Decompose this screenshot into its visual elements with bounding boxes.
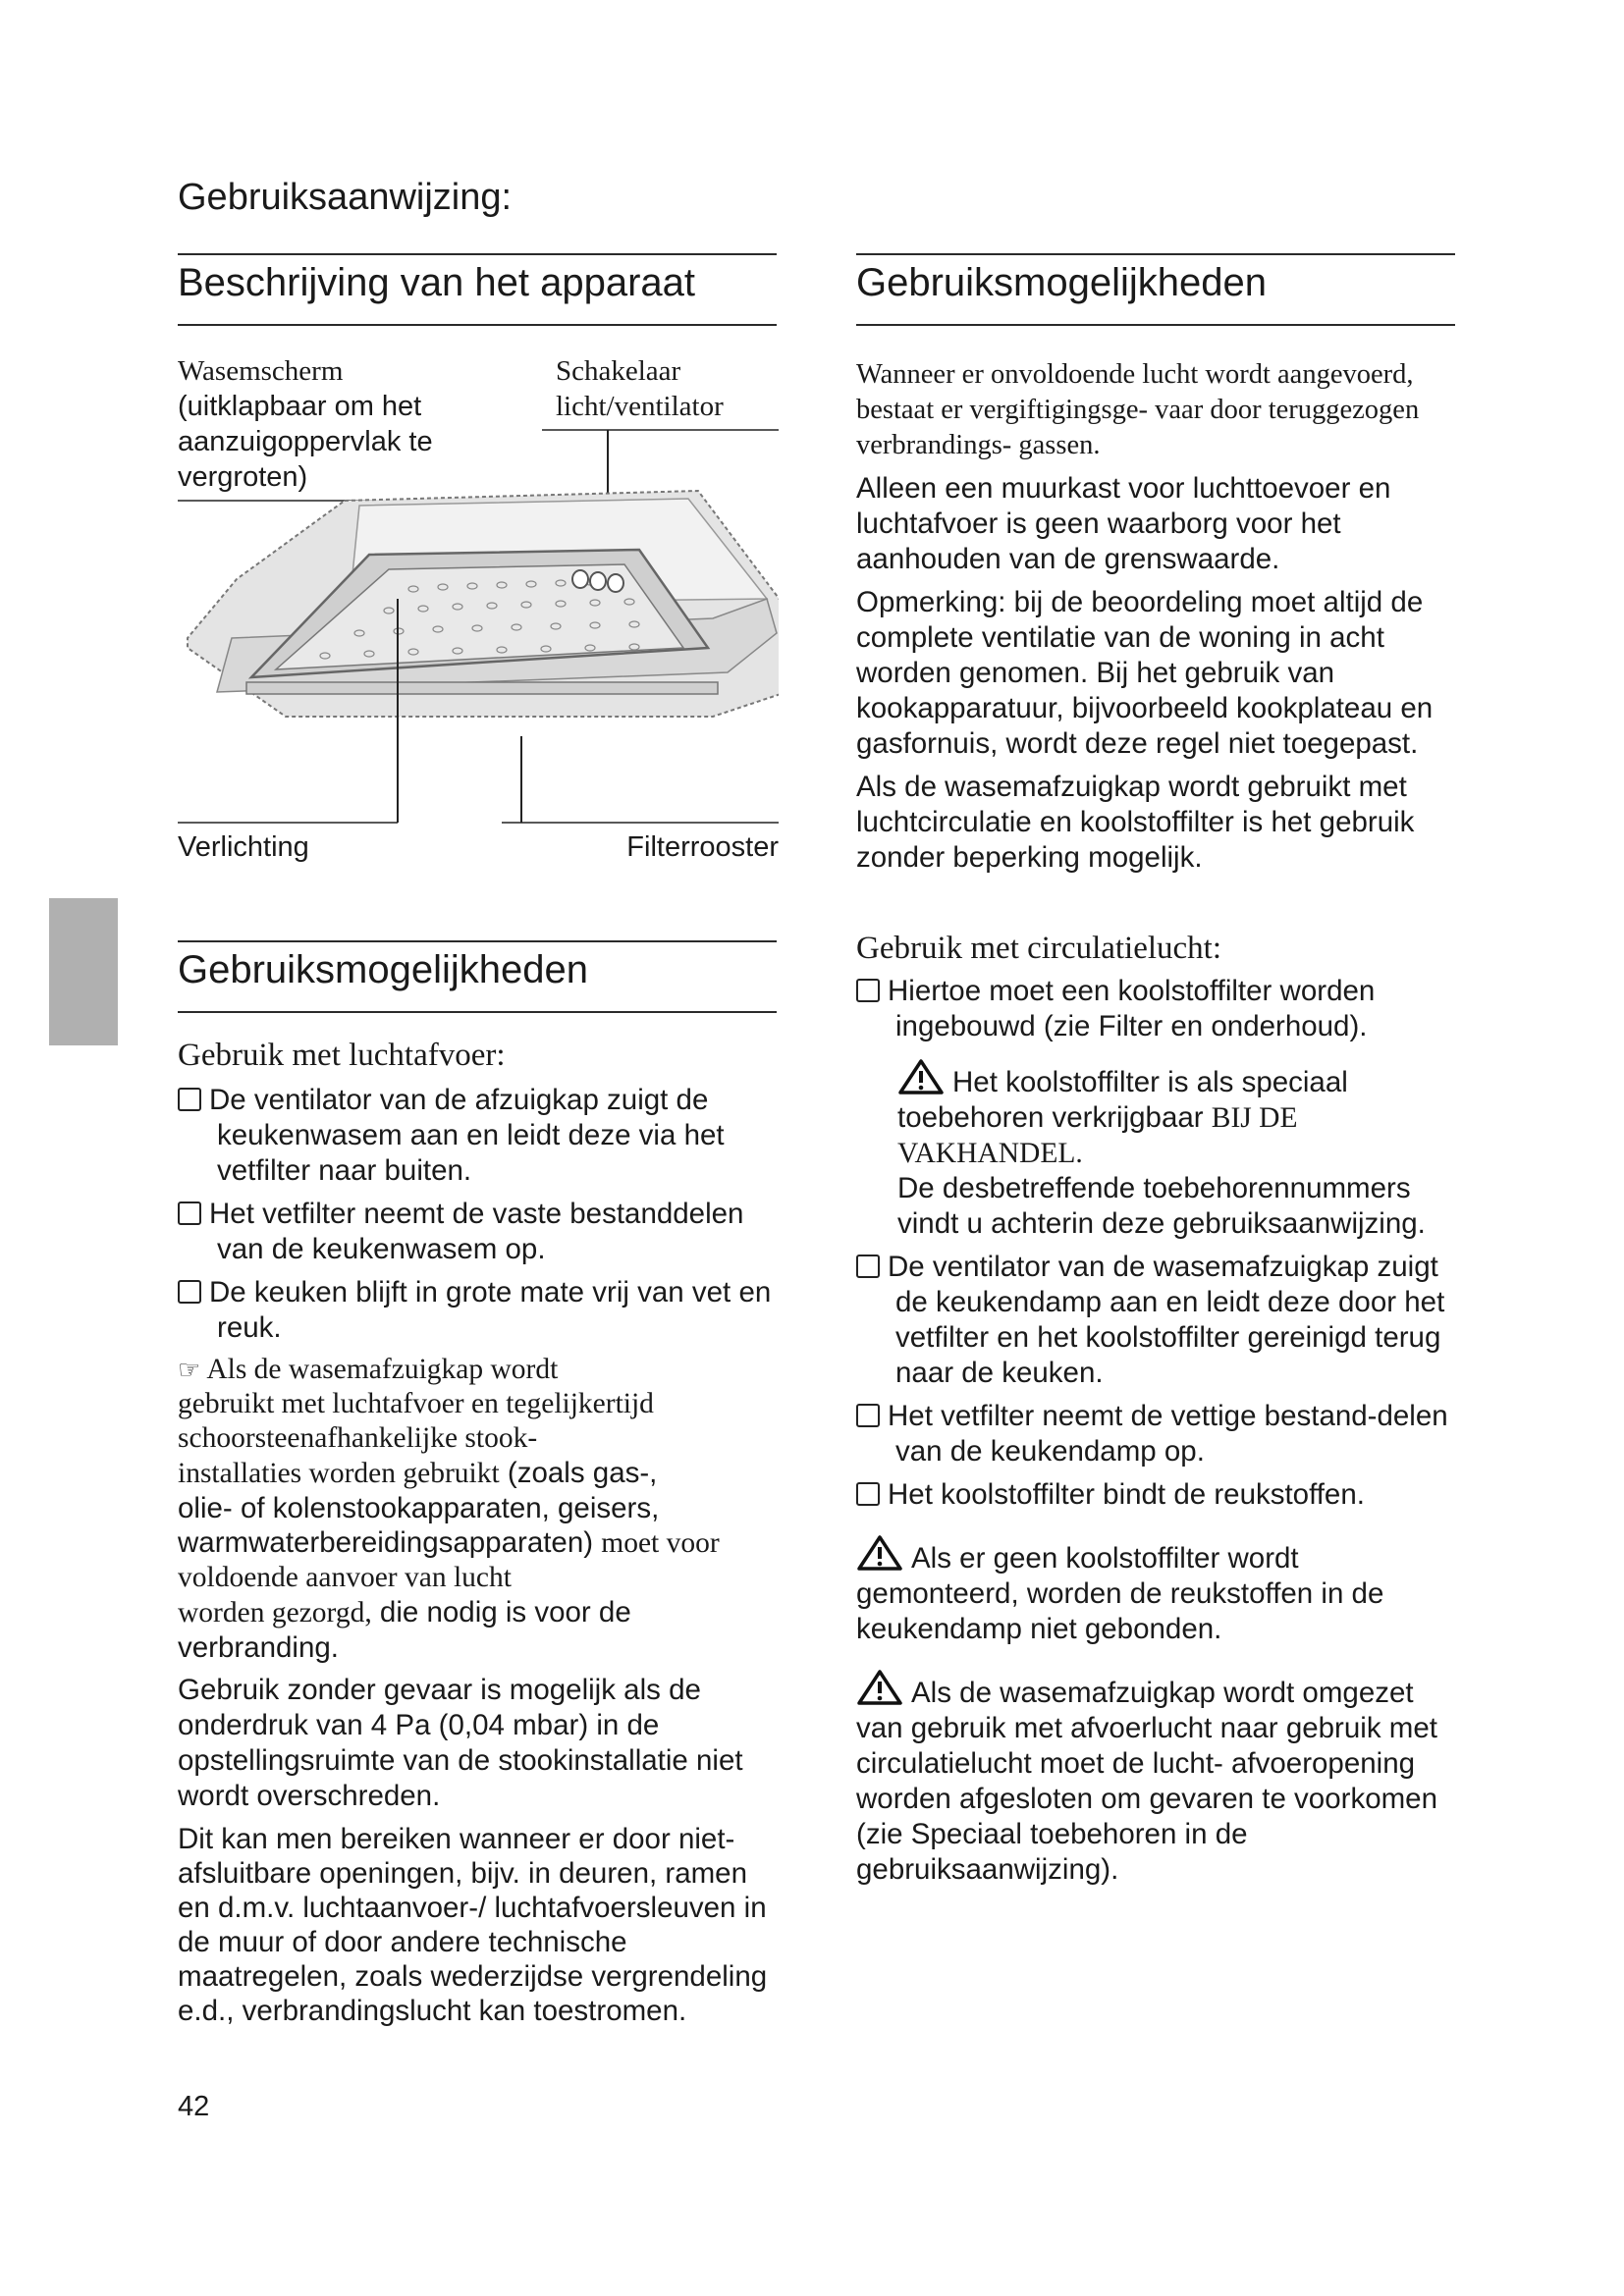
rule: [178, 1011, 777, 1013]
list-item-text: Het vetfilter neemt de vaste bestanddelen van de keukenwasem op.: [209, 1198, 744, 1265]
page-title: Gebruiksaanwijzing:: [178, 177, 513, 218]
warning-text: [856, 1534, 1455, 1647]
paragraph: Als de wasemafzuigkap wordt gebruikt met luchtcirculatie en koolstoffilter is het gebruik zonder beperking mogelijk.: [856, 771, 1415, 874]
checkbox-bullet-icon: [178, 1280, 201, 1304]
rule: [178, 324, 777, 326]
warning-text-part: Het koolstoffilter is als speciaal toebehoren verkrijgbaar: [897, 1066, 1348, 1134]
rule: [178, 940, 777, 942]
checkbox-bullet-icon: [856, 1255, 880, 1278]
list-item: [856, 974, 1455, 1044]
list-item-text: De keuken blijft in grote mate vrij van vet en reuk.: [209, 1276, 772, 1344]
note-line: die nodig is voor de: [379, 1596, 631, 1629]
note-line: worden gezorgd,: [178, 1597, 372, 1629]
left-usage-content: [178, 1036, 779, 2028]
label-schakelaar: [556, 353, 724, 424]
paragraph: Dit kan men bereiken wanneer er door niet-afsluitbare openingen, bijv. in deuren, ramen en d.m.v. luchtaanvoer-/ luchtafvoersleuven in de muur of door andere technische maatregelen, zoals wederzijdse vergrendeling e.d., verbrandingslucht kan toestromen.: [178, 1823, 768, 2027]
section-title-description: Beschrijving van het apparaat: [178, 261, 695, 304]
label-schakelaar-line: licht/ventilator: [556, 391, 724, 422]
checkbox-bullet-icon: [178, 1088, 201, 1111]
list-item-text: De ventilator van de wasemafzuigkap zuigt de keukendamp aan en leidt deze door het vetfilter en het koolstoffilter gereinigd terug naar de keuken.: [888, 1251, 1445, 1389]
warning-text-part: Als de wasemafzuigkap wordt omgezet van gebruik met afvoerlucht naar gebruik met circulatielucht moet de lucht- afvoeropening worden afgesloten om gevaren te voorkomen (zie Speciaal toebehoren in de gebruiksaanwijzing).: [856, 1677, 1437, 1886]
note-block: [178, 1352, 779, 1665]
paragraph: Alleen een muurkast voor luchttoevoer en luchtafvoer is geen waarborg voor het aanhouden van de grenswaarde.: [856, 472, 1391, 575]
note-line: warmwaterbereidingsapparaten): [178, 1526, 594, 1559]
warning-paragraph: Wanneer er onvoldoende lucht wordt aangevoerd, bestaat er vergiftigingsge- vaar door teruggezogen verbrandings- gassen.: [856, 359, 1420, 460]
warning-text-part: Als er geen koolstoffilter wordt gemonteerd, worden de reukstoffen in de keukendamp niet gebonden.: [856, 1542, 1384, 1645]
list-item-text: Het koolstoffilter bindt de reukstoffen.: [888, 1478, 1365, 1511]
subheading-luchtafvoer: Gebruik met luchtafvoer:: [178, 1038, 506, 1073]
label-schakelaar-line: Schakelaar: [556, 355, 681, 387]
section-title-usage: Gebruiksmogelijkheden: [178, 948, 589, 991]
note-line: installaties worden gebruikt: [178, 1458, 500, 1489]
page-number: 42: [178, 2091, 210, 2122]
warning-icon: [856, 1534, 903, 1572]
note-line: verbranding.: [178, 1631, 339, 1664]
label-wasemscherm: [178, 353, 439, 495]
note-line: schoorsteenafhankelijke stook-: [178, 1422, 538, 1454]
note-line: Als de wasemafzuigkap wordt: [206, 1354, 559, 1385]
side-tab-marker: [49, 898, 118, 1045]
label-wasemscherm-line: (uitklapbaar om het: [178, 391, 422, 422]
list-item-text: De ventilator van de afzuigkap zuigt de keukenwasem aan en leidt deze via het vetfilter naar buiten.: [209, 1084, 725, 1187]
list-item-text: Het vetfilter neemt de vettige bestand-delen van de keukendamp op.: [888, 1400, 1448, 1468]
list-item: [856, 1399, 1455, 1469]
list-item: [178, 1197, 779, 1267]
list-item: [178, 1275, 779, 1346]
pointing-hand-icon: ☞: [178, 1356, 201, 1384]
note-line: voldoende aanvoer van lucht: [178, 1562, 512, 1593]
right-content: [856, 357, 1455, 1888]
subheading-circulatielucht: Gebruik met circulatielucht:: [856, 931, 1222, 966]
list-item: [856, 1477, 1455, 1513]
checkbox-bullet-icon: [856, 1482, 880, 1506]
warning-text: [856, 1669, 1455, 1888]
rule: [856, 253, 1455, 255]
list-item-text: Hiertoe moet een koolstoffilter worden ingebouwd (zie Filter en onderhoud).: [888, 975, 1376, 1042]
warning-icon: [856, 1669, 903, 1706]
label-verlichting: Verlichting: [178, 831, 309, 863]
warning-text: De desbetreffende toebehorennummers vindt u achterin deze gebruiksaanwijzing.: [897, 1172, 1426, 1240]
section-title-usage-right: Gebruiksmogelijkheden: [856, 261, 1268, 304]
label-wasemscherm-line: vergroten): [178, 461, 308, 493]
label-wasemscherm-line: Wasemscherm: [178, 355, 344, 387]
list-item: [856, 1250, 1455, 1391]
note-line: moet voor: [601, 1527, 720, 1559]
paragraph: Opmerking: bij de beoordeling moet altijd de complete ventilatie van de woning in acht worden genomen. Bij het gebruik van kookapparatuur, bijvoorbeeld kookplateau en gasfornuis, wordt deze regel niet toegepast.: [856, 586, 1434, 760]
warning-text: [897, 1058, 1455, 1171]
note-line: gebruikt met luchtafvoer en tegelijkertijd: [178, 1388, 654, 1419]
note-line: olie- of kolenstookapparaten, geisers,: [178, 1492, 660, 1524]
note-line: (zoals gas-,: [507, 1457, 658, 1489]
paragraph: Gebruik zonder gevaar is mogelijk als de onderdruk van 4 Pa (0,04 mbar) in de opstellingsruimte van de stookinstallatie niet wordt overschreden.: [178, 1674, 743, 1812]
label-wasemscherm-line: aanzuigoppervlak te: [178, 426, 433, 457]
list-item: [178, 1083, 779, 1189]
rule: [856, 324, 1455, 326]
label-filterrooster: Filterrooster: [626, 831, 779, 863]
appliance-diagram: [178, 353, 779, 883]
checkbox-bullet-icon: [856, 979, 880, 1002]
warning-text-part: BIJ DE VAKHANDEL.: [897, 1102, 1298, 1169]
checkbox-bullet-icon: [178, 1201, 201, 1225]
warning-block: [856, 1058, 1455, 1242]
rule: [178, 253, 777, 255]
checkbox-bullet-icon: [856, 1404, 880, 1427]
warning-icon: [897, 1058, 945, 1095]
